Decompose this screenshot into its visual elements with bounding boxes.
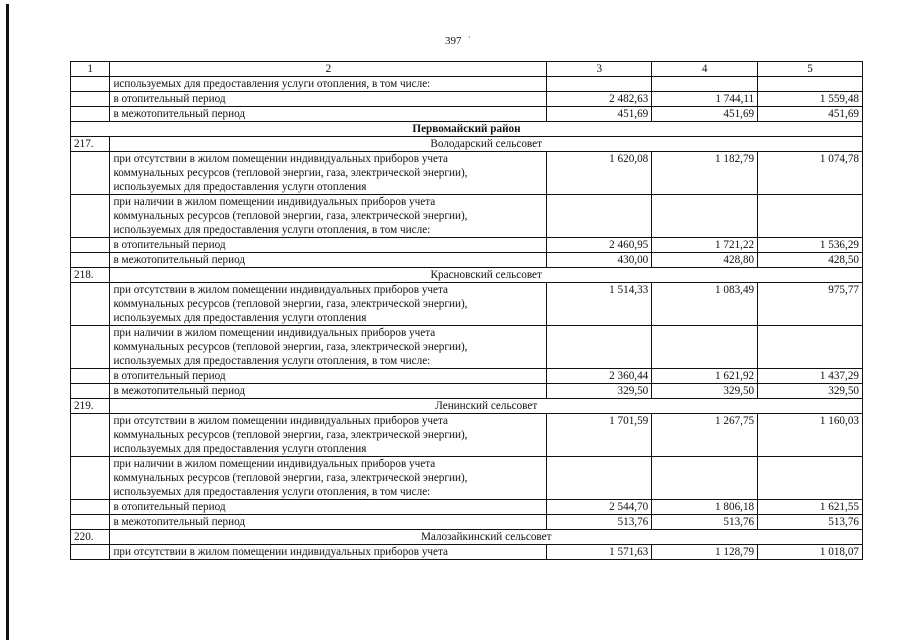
header-col-4: 4	[652, 62, 758, 77]
text-line: при наличии в жилом помещении индивидуальных приборов учета	[113, 458, 436, 470]
section-name: Володарский сельсовет	[110, 137, 863, 152]
value-cell: 2 360,44	[547, 369, 652, 384]
value-cell: 428,80	[652, 253, 758, 268]
value-cell: 329,50	[652, 384, 758, 399]
table-row	[71, 152, 863, 195]
table-row	[71, 107, 863, 122]
text-line: коммунальных ресурсов (тепловой энергии, газа, электрической энергии),	[113, 167, 468, 179]
value-cell: 1 437,29	[758, 369, 863, 384]
text-line: при отсутствии в жилом помещении индивидуальных приборов учета	[113, 415, 449, 427]
header-col-2: 2	[110, 62, 547, 77]
value-cell: 329,50	[547, 384, 652, 399]
value-cell: 1 267,75	[652, 414, 758, 457]
text-line: коммунальных ресурсов (тепловой энергии, газа, электрической энергии),	[113, 210, 468, 222]
row-label: в межотопительный период	[110, 384, 547, 399]
value-cell: 1 620,08	[547, 152, 652, 195]
table-row	[71, 515, 863, 530]
header-row	[71, 62, 863, 77]
value-cell: 428,50	[758, 253, 863, 268]
value-cell: 430,00	[547, 253, 652, 268]
header-col-5: 5	[758, 62, 863, 77]
text-line: при отсутствии в жилом помещении индивидуальных приборов учета	[113, 284, 449, 296]
value-cell: 513,76	[652, 515, 758, 530]
value-cell: 1 701,59	[547, 414, 652, 457]
table-row	[71, 77, 863, 92]
row-label-absent	[110, 152, 547, 195]
text-line: при наличии в жилом помещении индивидуальных приборов учета	[113, 327, 436, 339]
value-cell: 451,69	[758, 107, 863, 122]
header-col-1: 1	[71, 62, 110, 77]
table-row	[71, 500, 863, 515]
table-row	[71, 253, 863, 268]
row-label-present	[110, 326, 547, 369]
value-cell: 451,69	[652, 107, 758, 122]
table-row	[71, 384, 863, 399]
text-line: используемых для предоставления услуги отопления, в том числе:	[113, 224, 431, 236]
text-line: используемых для предоставления услуги отопления, в том числе:	[113, 486, 431, 498]
section-header-row	[71, 530, 863, 545]
row-label: в межотопительный период	[110, 107, 547, 122]
text-line: коммунальных ресурсов (тепловой энергии, газа, электрической энергии),	[113, 341, 468, 353]
section-number: 217.	[71, 137, 110, 152]
section-name: Ленинский сельсовет	[110, 399, 863, 414]
value-cell: 1 621,55	[758, 500, 863, 515]
row-label: при отсутствии в жилом помещении индивидуальных приборов учета	[110, 545, 547, 560]
text-line: коммунальных ресурсов (тепловой энергии, газа, электрической энергии),	[113, 298, 468, 310]
value-cell: 1 083,49	[652, 283, 758, 326]
section-name: Красновский сельсовет	[110, 268, 863, 283]
section-header-row	[71, 137, 863, 152]
row-label: используемых для предоставления услуги отопления, в том числе:	[110, 77, 547, 92]
table-row	[71, 326, 863, 369]
value-cell: 1 559,48	[758, 92, 863, 107]
text-line: коммунальных ресурсов (тепловой энергии, газа, электрической энергии),	[113, 429, 468, 441]
value-cell: 1 536,29	[758, 238, 863, 253]
text-line: используемых для предоставления услуги отопления	[113, 312, 367, 324]
value-cell: 451,69	[547, 107, 652, 122]
value-cell: 1 806,18	[652, 500, 758, 515]
row-label: в межотопительный период	[110, 253, 547, 268]
table-row	[71, 92, 863, 107]
value-cell: 2 482,63	[547, 92, 652, 107]
row-label: в отопительный период	[110, 369, 547, 384]
table-row	[71, 369, 863, 384]
value-cell: 329,50	[758, 384, 863, 399]
row-label-present	[110, 457, 547, 500]
district-row	[71, 122, 863, 137]
section-number: 219.	[71, 399, 110, 414]
value-cell: 1 074,78	[758, 152, 863, 195]
row-label: в отопительный период	[110, 92, 547, 107]
section-number: 218.	[71, 268, 110, 283]
row-label-absent	[110, 414, 547, 457]
section-number: 220.	[71, 530, 110, 545]
table-row	[71, 545, 863, 560]
value-cell: 1 514,33	[547, 283, 652, 326]
text-line: при наличии в жилом помещении индивидуальных приборов учета	[113, 196, 436, 208]
section-name: Малозайкинский сельсовет	[110, 530, 863, 545]
table-row	[71, 195, 863, 238]
table-row	[71, 414, 863, 457]
table-row	[71, 238, 863, 253]
value-cell: 1 182,79	[652, 152, 758, 195]
value-cell: 1 744,11	[652, 92, 758, 107]
district-heading: Первомайский район	[71, 122, 863, 137]
text-line: используемых для предоставления услуги отопления	[113, 443, 367, 455]
section-header-row	[71, 399, 863, 414]
header-col-3: 3	[547, 62, 652, 77]
value-cell: 1 571,63	[547, 545, 652, 560]
row-label: в отопительный период	[110, 238, 547, 253]
value-cell: 975,77	[758, 283, 863, 326]
page-number: 397	[445, 35, 462, 47]
section-header-row	[71, 268, 863, 283]
table-row	[71, 457, 863, 500]
value-cell: 1 721,22	[652, 238, 758, 253]
text-line: при отсутствии в жилом помещении индивидуальных приборов учета	[113, 153, 449, 165]
binding-margin-line	[6, 4, 9, 640]
row-label: в межотопительный период	[110, 515, 547, 530]
table-row	[71, 283, 863, 326]
value-cell: 1 160,03	[758, 414, 863, 457]
page-mark: ·	[468, 33, 471, 42]
row-label: в отопительный период	[110, 500, 547, 515]
row-label-present	[110, 195, 547, 238]
value-cell: 1 621,92	[652, 369, 758, 384]
text-line: коммунальных ресурсов (тепловой энергии, газа, электрической энергии),	[113, 472, 468, 484]
text-line: используемых для предоставления услуги отопления, в том числе:	[113, 355, 431, 367]
value-cell: 1 018,07	[758, 545, 863, 560]
row-label-absent	[110, 283, 547, 326]
value-cell: 1 128,79	[652, 545, 758, 560]
tariff-table	[70, 61, 863, 560]
value-cell: 513,76	[547, 515, 652, 530]
value-cell: 513,76	[758, 515, 863, 530]
value-cell: 2 460,95	[547, 238, 652, 253]
value-cell: 2 544,70	[547, 500, 652, 515]
text-line: используемых для предоставления услуги отопления	[113, 181, 367, 193]
